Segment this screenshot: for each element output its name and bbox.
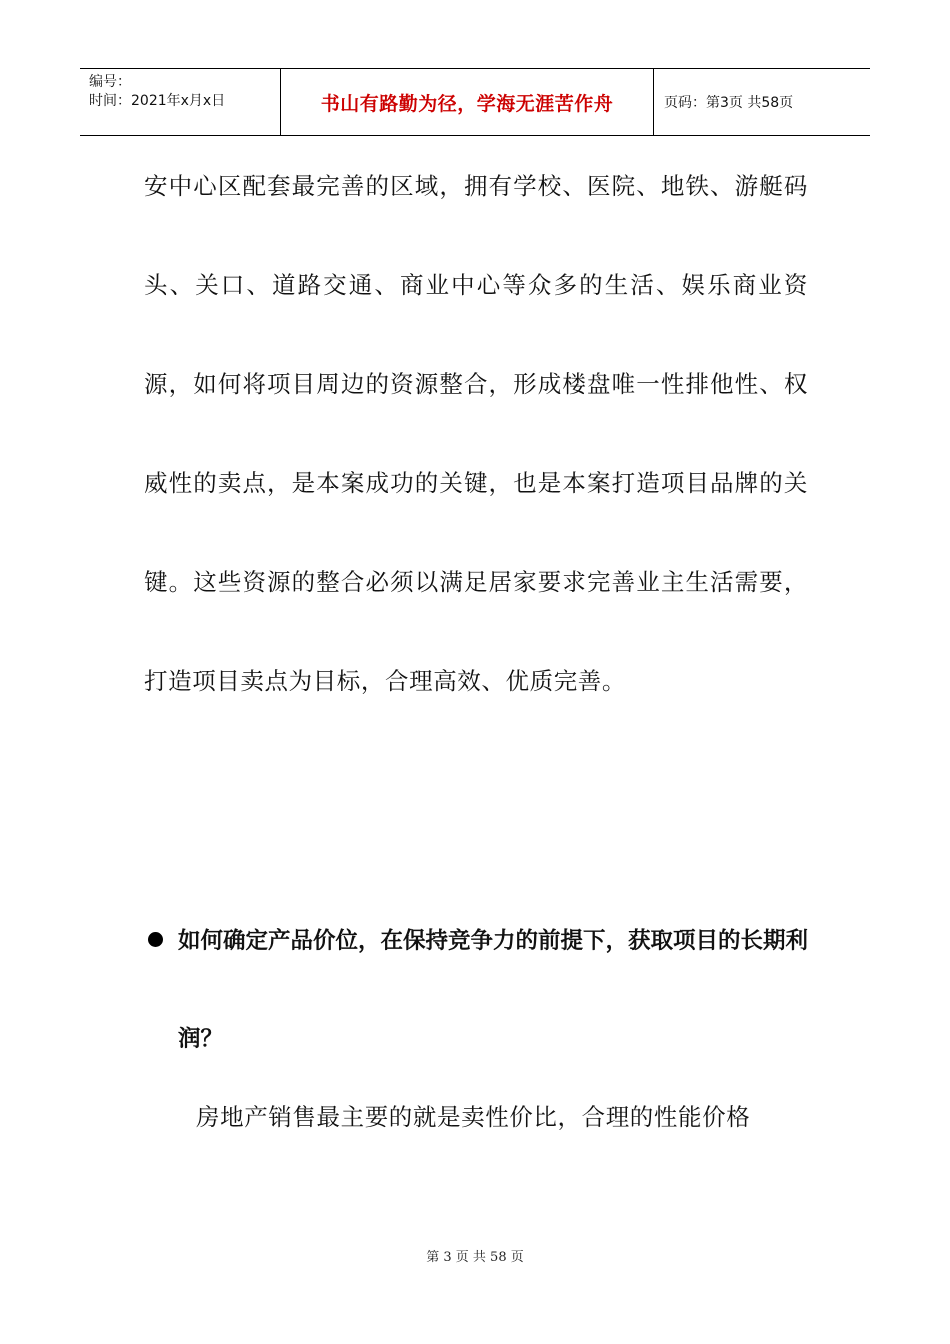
body-paragraph-1: 安中心区配套最完善的区域，拥有学校、医院、地铁、游艇码头、关口、道路交通、商业中心等众多的生活、娱乐商业资源，如何将项目周边的资源整合，形成楼盘唯一性排他性、权威性的卖点，是本案成功的关键，也是本案打造项目品牌的关键。这些资源的整合必须以满足居家要求完善业主生活需要，打造项目卖点为目标，合理高效、优质完善。 [144, 172, 808, 695]
header-motto: 书山有路勤为径，学海无涯苦作舟 [320, 92, 614, 115]
bullet-item [144, 892, 808, 1088]
header-motto-cell [281, 69, 654, 135]
body-paragraph-2: 房地产销售最主要的就是卖性价比，合理的性能价格 [196, 1103, 751, 1131]
page-footer: 第 3 页 共 58 页 [426, 1250, 524, 1265]
page-header [80, 68, 870, 136]
document-date-label: 时间：2021年x月x日 [89, 93, 226, 109]
header-page-cell [654, 69, 870, 135]
bullet-dot-icon [148, 932, 163, 947]
bullet-heading: 如何确定产品价位，在保持竞争力的前提下，获取项目的长期利润？ [178, 928, 809, 1052]
header-meta-cell [80, 69, 281, 135]
header-page-info: 页码：第3页 共58页 [664, 95, 794, 111]
document-number-label: 编号： [89, 74, 131, 90]
